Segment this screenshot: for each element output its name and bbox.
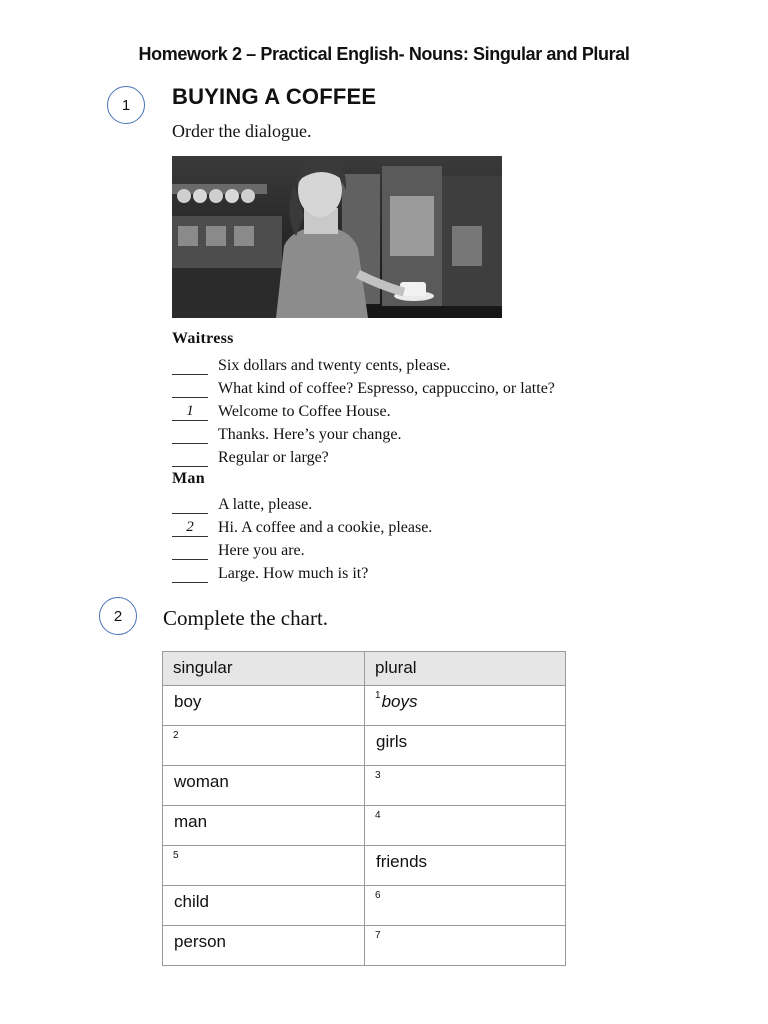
singular-text: man (174, 812, 208, 831)
order-blank[interactable] (172, 379, 208, 398)
plural-cell[interactable] (365, 686, 566, 726)
exercise-1-heading: BUYING A COFFEE (172, 84, 377, 109)
dialogue-text: Large. How much is it? (218, 565, 369, 582)
plural-example-answer: boys (381, 692, 418, 711)
dialogue-text: What kind of coffee? Espresso, cappuccino, or latte? (218, 380, 555, 397)
dialogue-text: Here you are. (218, 542, 305, 559)
cell-number: 7 (375, 930, 381, 941)
dialogue-line (172, 422, 402, 444)
noun-chart (162, 651, 566, 966)
singular-cell[interactable] (163, 886, 365, 926)
dialogue-line (172, 561, 368, 583)
dialogue-text: Hi. A coffee and a cookie, please. (218, 519, 433, 536)
plural-text: girls (376, 732, 408, 751)
cell-number: 5 (173, 850, 179, 861)
table-row (163, 846, 566, 886)
order-blank[interactable] (172, 564, 208, 583)
header-singular: singular (163, 652, 365, 686)
plural-cell[interactable] (365, 846, 566, 886)
order-blank[interactable] (172, 448, 208, 467)
dialogue-line (172, 353, 450, 375)
dialogue-text: Thanks. Here’s your change. (218, 426, 402, 443)
document-title: Homework 2 – Practical English- Nouns: Singular and Plural (138, 44, 630, 64)
singular-cell[interactable] (163, 846, 365, 886)
header-plural: plural (365, 652, 566, 686)
dialogue-line (172, 515, 432, 537)
man-label: Man (172, 470, 205, 487)
order-blank[interactable]: 2 (172, 518, 208, 537)
barista-photo (172, 156, 502, 318)
plural-cell[interactable] (365, 766, 566, 806)
singular-text: boy (174, 692, 202, 711)
chart-header-row (163, 652, 566, 686)
plural-cell[interactable] (365, 726, 566, 766)
exercise-2-instruction: Complete the chart. (163, 606, 329, 630)
dialogue-text: Regular or large? (218, 449, 329, 466)
exercise-1-instruction: Order the dialogue. (172, 121, 312, 141)
dialogue-line (172, 445, 329, 467)
order-blank[interactable] (172, 425, 208, 444)
order-blank[interactable]: 1 (172, 402, 208, 421)
plural-cell[interactable] (365, 886, 566, 926)
singular-cell[interactable] (163, 806, 365, 846)
table-row (163, 806, 566, 846)
singular-cell[interactable] (163, 726, 365, 766)
cell-number: 2 (173, 730, 179, 741)
singular-cell[interactable] (163, 766, 365, 806)
singular-text: woman (174, 772, 229, 791)
dialogue-line (172, 376, 555, 398)
table-row (163, 686, 566, 726)
dialogue-line (172, 538, 305, 560)
singular-cell[interactable] (163, 686, 365, 726)
table-row (163, 766, 566, 806)
dialogue-line (172, 399, 391, 421)
plural-text: friends (376, 852, 428, 871)
cell-number: 3 (375, 770, 381, 781)
singular-cell[interactable] (163, 926, 365, 966)
waitress-label: Waitress (172, 330, 234, 347)
dialogue-text: A latte, please. (218, 496, 313, 513)
dialogue-text: Welcome to Coffee House. (218, 403, 391, 420)
dialogue-text: Six dollars and twenty cents, please. (218, 357, 451, 374)
singular-text: person (174, 932, 226, 951)
plural-cell[interactable] (365, 806, 566, 846)
table-row (163, 886, 566, 926)
exercise-2-number: 2 (99, 597, 137, 635)
exercise-1-number: 1 (107, 86, 145, 124)
order-blank[interactable] (172, 495, 208, 514)
table-row (163, 726, 566, 766)
order-blank[interactable] (172, 541, 208, 560)
singular-text: child (174, 892, 209, 911)
plural-cell[interactable] (365, 926, 566, 966)
order-blank[interactable] (172, 356, 208, 375)
cell-number: 1 (375, 690, 381, 701)
cell-number: 4 (375, 810, 381, 821)
table-row (163, 926, 566, 966)
cell-number: 6 (375, 890, 381, 901)
dialogue-line (172, 492, 312, 514)
